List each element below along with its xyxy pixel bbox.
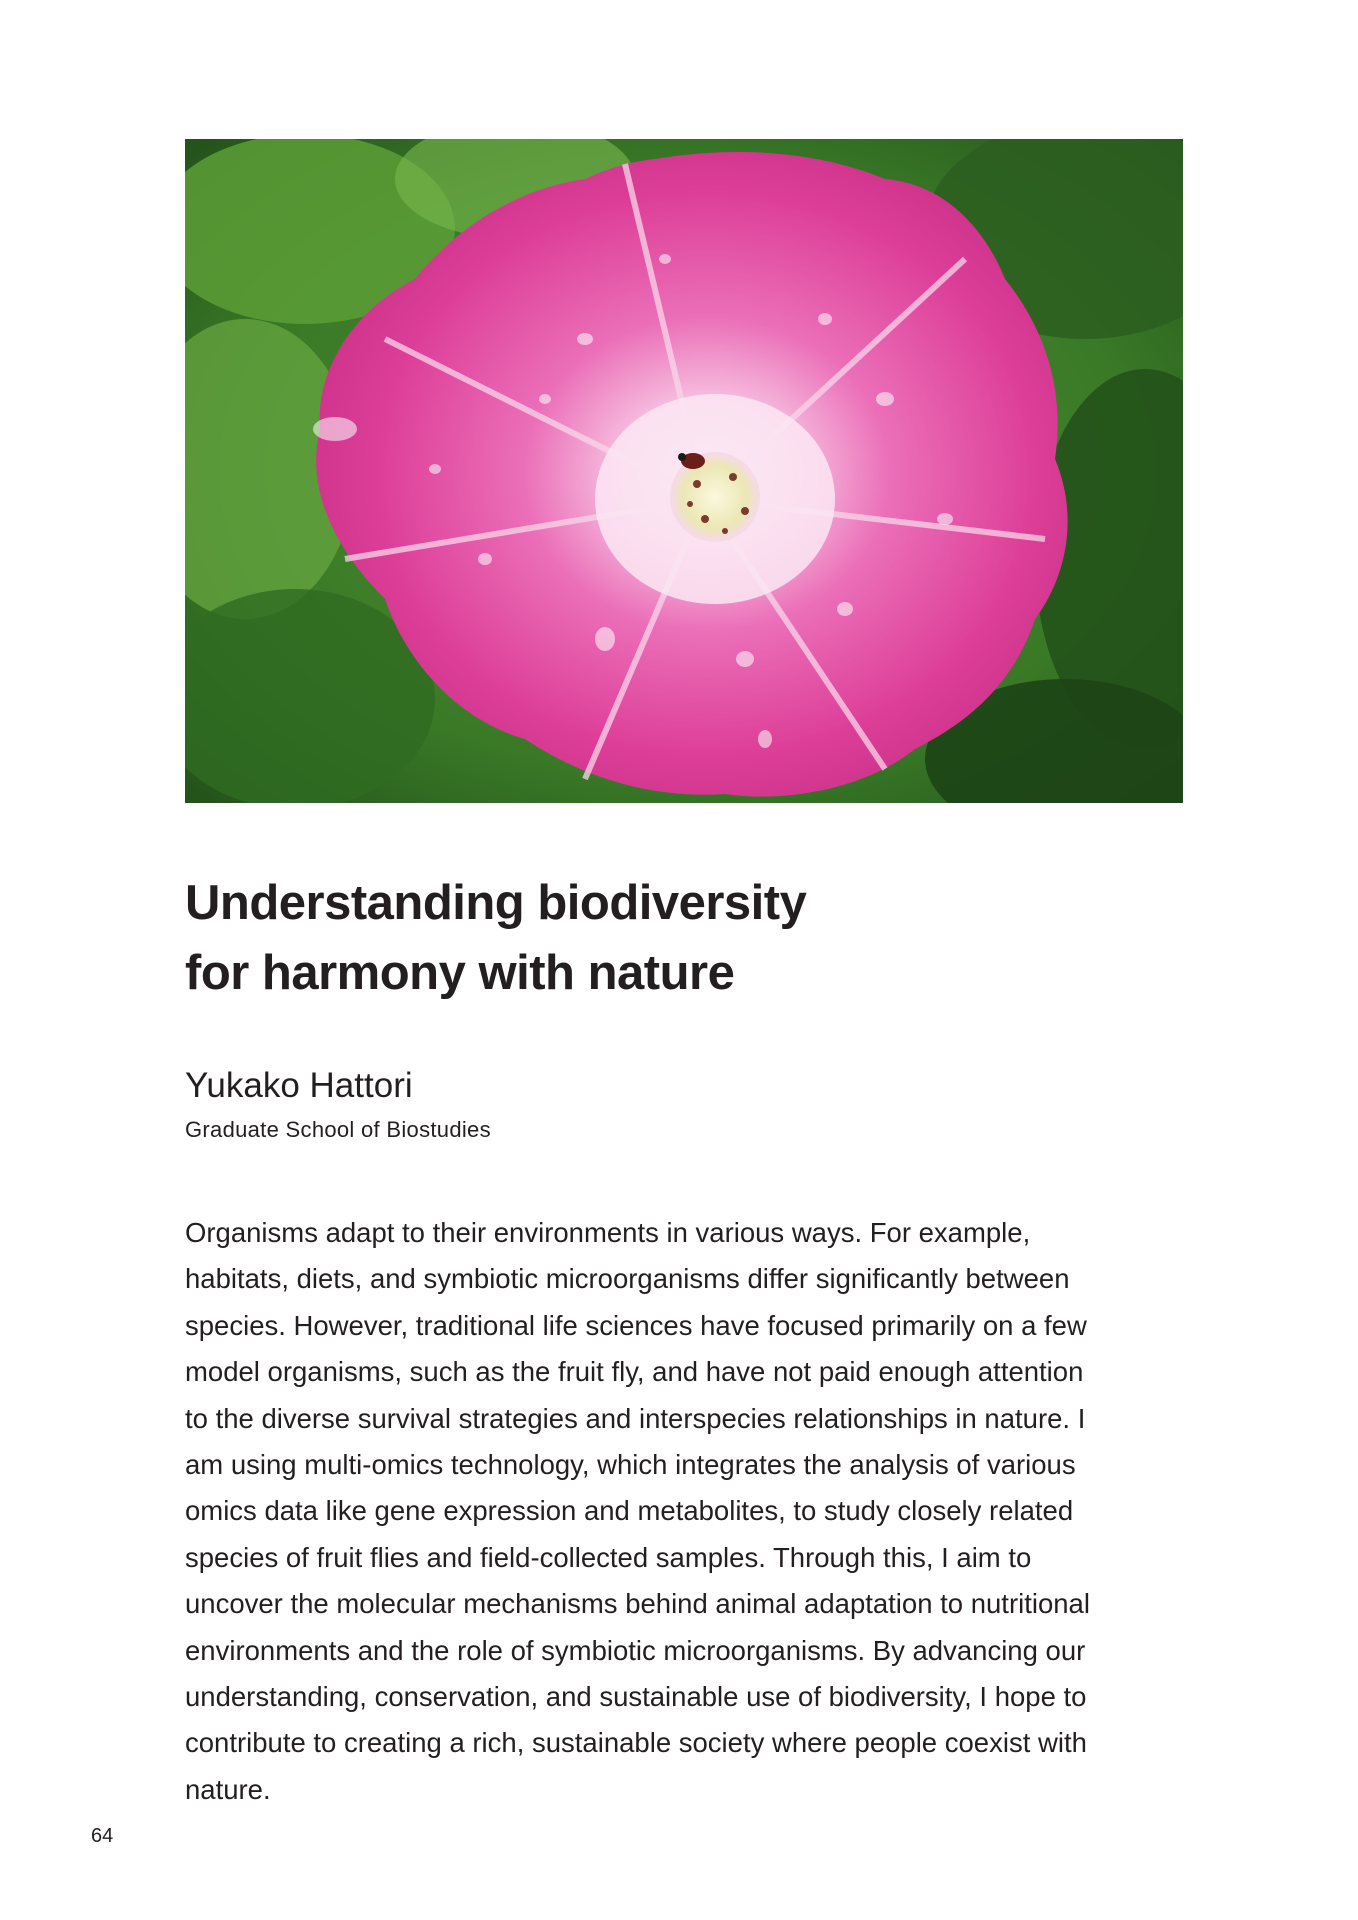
article-body — [185, 1210, 1185, 1813]
body-line: contribute to creating a rich, sustainable society where people coexist with — [185, 1727, 1087, 1759]
body-line: species of fruit flies and field-collected samples. Through this, I aim to — [185, 1541, 1032, 1573]
body-line: omics data like gene expression and metabolites, to study closely related — [185, 1495, 1074, 1527]
body-line: to the diverse survival strategies and interspecies relationships in nature. I — [185, 1402, 1086, 1434]
body-line: model organisms, such as the fruit fly, and have not paid enough attention — [185, 1356, 1084, 1388]
flower-photo — [185, 139, 1183, 803]
title-line: for harmony with nature — [185, 946, 735, 1000]
body-line: environments and the role of symbiotic microorganisms. By advancing our — [185, 1634, 1086, 1666]
author-name: Yukako Hattori — [185, 1066, 413, 1105]
article-title — [185, 868, 1185, 1008]
author-affiliation: Graduate School of Biostudies — [185, 1117, 491, 1142]
body-line: nature. — [185, 1773, 271, 1805]
body-line: Organisms adapt to their environments in various ways. For example, — [185, 1217, 1031, 1248]
body-line: am using multi-omics technology, which integrates the analysis of various — [185, 1449, 1076, 1481]
body-line: uncover the molecular mechanisms behind animal adaptation to nutritional — [185, 1588, 1090, 1620]
page-number: 64 — [91, 1825, 114, 1847]
body-line: species. However, traditional life sciences have focused primarily on a few — [185, 1309, 1087, 1341]
body-line: understanding, conservation, and sustainable use of biodiversity, I hope to — [185, 1681, 1087, 1713]
title-line: Understanding biodiversity — [185, 876, 807, 930]
body-line: habitats, diets, and symbiotic microorganisms differ significantly between — [185, 1263, 1070, 1295]
morning-glory-image — [185, 139, 1183, 803]
